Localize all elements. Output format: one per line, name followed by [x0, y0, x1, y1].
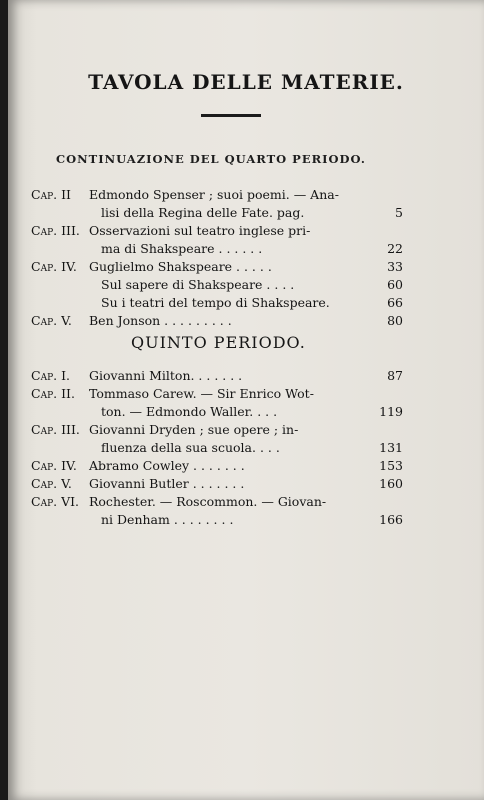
- entry-text: lisi della Regina delle Fate. pag.: [101, 205, 305, 220]
- entry-text: ma di Shakspeare . . . . . .: [101, 241, 263, 256]
- toc-entry: [31, 512, 403, 530]
- page-number: 153: [379, 458, 403, 473]
- toc-entry: [31, 313, 403, 331]
- page-number: 33: [387, 259, 403, 274]
- toc-list-quinto: [31, 368, 403, 530]
- entry-text: Tommaso Carew. — Sir Enrico Wot-: [89, 386, 314, 401]
- toc-entry: [31, 368, 403, 386]
- entry-text: Rochester. — Roscommon. — Giovan-: [89, 494, 327, 509]
- toc-list-quarto: [31, 187, 403, 331]
- toc-entry: [31, 295, 403, 313]
- toc-entry: [31, 187, 403, 205]
- entry-text: Abramo Cowley . . . . . . .: [89, 458, 245, 473]
- entry-text: Giovanni Dryden ; sue opere ; in-: [89, 422, 299, 437]
- page-number: 66: [387, 295, 403, 310]
- entry-text: ni Denham . . . . . . . .: [101, 512, 234, 527]
- entry-text: Osservazioni sul teatro inglese pri-: [89, 223, 311, 238]
- chapter-label: Cap. V.: [31, 313, 72, 328]
- page-number: 131: [379, 440, 403, 455]
- page-number: 5: [395, 205, 403, 220]
- toc-entry: [31, 241, 403, 259]
- page-number: 80: [387, 313, 403, 328]
- toc-entry: [31, 223, 403, 241]
- entry-text: Sul sapere di Shakspeare . . . .: [101, 277, 295, 292]
- toc-entry: [31, 386, 403, 404]
- toc-entry: [31, 494, 403, 512]
- title-rule: [201, 114, 261, 117]
- entry-text: Guglielmo Shakspeare . . . . .: [89, 259, 272, 274]
- chapter-label: Cap. IV.: [31, 259, 77, 274]
- toc-entry: [31, 277, 403, 295]
- chapter-label: Cap. VI.: [31, 494, 80, 509]
- chapter-label: Cap. V.: [31, 476, 72, 491]
- toc-entry: [31, 440, 403, 458]
- toc-entry: [31, 205, 403, 223]
- section-heading-quinto: QUINTO PERIODO.: [131, 333, 306, 352]
- chapter-label: Cap. III.: [31, 422, 80, 437]
- book-page: [8, 0, 484, 800]
- section-heading-quarto: CONTINUAZIONE DEL QUARTO PERIODO.: [56, 152, 366, 166]
- page-title: TAVOLA DELLE MATERIE.: [88, 70, 404, 94]
- page-number: 119: [379, 404, 403, 419]
- toc-entry: [31, 476, 403, 494]
- entry-text: Edmondo Spenser ; suoi poemi. — Ana-: [89, 187, 339, 202]
- toc-entry: [31, 259, 403, 277]
- entry-text: Su i teatri del tempo di Shakspeare.: [101, 295, 330, 310]
- entry-text: Giovanni Butler . . . . . . .: [89, 476, 245, 491]
- chapter-label: Cap. I.: [31, 368, 70, 383]
- page-number: 87: [387, 368, 403, 383]
- page-number: 22: [387, 241, 403, 256]
- page-number: 60: [387, 277, 403, 292]
- chapter-label: Cap. IV.: [31, 458, 77, 473]
- toc-entry: [31, 458, 403, 476]
- toc-entry: [31, 404, 403, 422]
- entry-text: fluenza della sua scuola. . . .: [101, 440, 280, 455]
- entry-text: Ben Jonson . . . . . . . . .: [89, 313, 232, 328]
- chapter-label: Cap. III.: [31, 223, 80, 238]
- entry-text: ton. — Edmondo Waller. . . .: [101, 404, 278, 419]
- chapter-label: Cap. II.: [31, 386, 75, 401]
- page-number: 160: [379, 476, 403, 491]
- entry-text: Giovanni Milton. . . . . . .: [89, 368, 243, 383]
- page-number: 166: [379, 512, 403, 527]
- chapter-label: Cap. II: [31, 187, 71, 202]
- toc-entry: [31, 422, 403, 440]
